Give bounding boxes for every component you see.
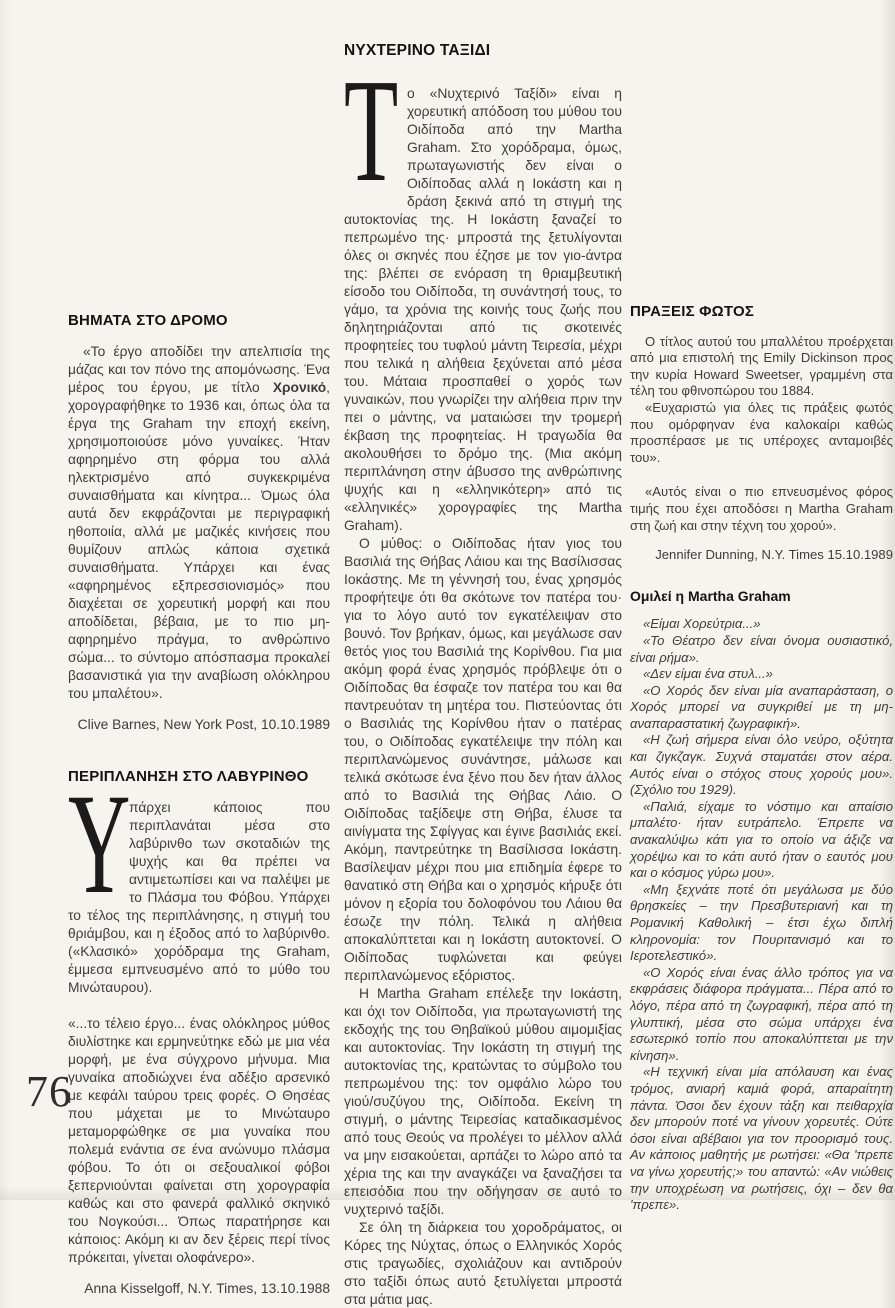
quote-item: «Είμαι Χορεύτρια...» [643,616,761,632]
paragraph-text: πάρχει κάποιος που περιπλανάται μέσα στο λαβύρινθο των σκοταδιών της ψυχής και θα πρέπει να αντιμετωπίσει και να παλέψει με το Πλάσμα του Φόβου. Υπάρχει το τέλος της περιπλάνησης, η στιγμή του θριάμβου, και η έξοδος από το λαβύρινθο. («Κλασικό» χορόδραμα της Graham, έμμεσα εμπνευσμένο από το μύθο του Μινώταυρου). [68,800,330,995]
paragraph-text: ο «Νυχτερινό Ταξίδι» είναι η χορευτική απόδοση του μύθου του Οιδίποδα από την Martha Graham. Στο χορόδραμα, όμως, πρωταγωνιστής δεν είναι ο Οιδίποδας αλλά η Ιοκάστη και η δράση ξεκινά από τη στιγμή της αυτοκτονίας της. Η Ιοκάστη ξαναζεί το πεπρωμένο της· μπροστά της ξετυλίγονται όλες οι σκηνές που έζησε με τον γιο-άντρα της: βλέπει σε ενόραση τη θριαμβευτική είσοδο του Οιδίποδα, τη συνάντησή τους, το γάμο, τα χρόνια της κοινής τους ζωής που δηλητηριάζονται από τις σκοτεινές προφητείες του τυφλού μάντη Τειρεσία, μέχρι που τελικά η αλήθεια ξεχύνεται από μέσα του. Μάταια προσπαθεί ο χορός των γυναικών, που γνωρίζει την αλήθεια πριν την πει ο μάντης, να ματαιώσει την τρομερή έκβαση της προφητείας. Η τραγωδία θα ακολουθήσει το δρόμο της. (Μια ακόμη περιπλάνηση στην άβυσσο της ανθρώπινης ψυχής και η «ελληνικότερη» από τις «ελληνικές» χορογραφίες της Martha Graham). [344,85,622,533]
quote-text-part: , χορογραφήθηκε το 1936 και, όπως όλα τα έργα της Graham την εποχή εκείνη, χρησιμοποιούσε μόνο γυναίκες. Ήταν αφηρημένο στη φόρμα του αλλά ηλεκτρισμένο από συγκεκριμένα συναισθήματα και κίνητρα... Όμως όλα αυτά δεν εκφράζονται με περιγραφική ηθοποιία, αλλά με μαζικές κινήσεις που θυμίζουν απλώς κάποια σχετικά συναισθήματα. Υπάρχει και ένας «αφηρημένος εξπρεσσιονισμός» που διαχέεται σε χορευτική μορφή και που αποδίδεται, βέβαια, με το πιο μη-αφηρημένο πράγμα, το ανθρώπινο σώμα... το σύντομο απόσπασμα προκαλεί βασανιστικά για την αναβίωση ολόκληρου του μπαλέτου». [68,380,330,701]
left-column [68,312,330,1298]
quote-item: «Δεν είμαι ένα στυλ...» [643,666,773,682]
dropcap-glyph: Τ [344,49,399,213]
article-title: ΝΥΧΤΕΡΙΝΟ ΤΑΞΙΔΙ [344,42,491,59]
dropcap-glyph: Υ [68,765,131,924]
paragraph-clive-barnes-quote [68,343,330,703]
attribution-anna-kisselgoff: Anna Kisselgoff, N.Y. Times, 13.10.1988 [84,1281,330,1296]
dropcap-letter-upsilon [68,765,131,924]
middle-column [344,42,622,1308]
subheading-graham-speaks: Ομιλεί η Martha Graham [630,587,791,604]
section-heading-praxeis-fotos: ΠΡΑΞΕΙΣ ΦΩΤΟΣ [630,303,755,320]
quote-item: «Η τεχνική είναι μία απόλαυση και ένας τρόμος, ανιαρή καμιά φορά, απαραίτητη πάντα. Όσοι δεν έχουν τάξη και πειθαρχία δεν μπορούν ποτέ να γίνουν χορευτές. Ούτε όσοι είναι αβέβαιοι για τον προορισμό τους. Αν κάποιος μαθητής με ρωτήσει: «Θα 'πρεπε να γίνω χορευτής;» του απαντώ: «Αν νιώθεις την υποχρέωση να ρωτήσεις, όχι – δεν θα 'πρεπε». [630,1064,893,1213]
quote-text-part: «Το έργο αποδίδει την απελπισία της μάζας και τον πόνο της απομόνωσης. Ένα μέρος του έργου, με τίτλο [68,344,330,395]
quote-item: «Ο Χορός δεν είναι μία αναπαράσταση, ο Χορός μπορεί να συγκριθεί με τη μη-αναπαραστατική ζωγραφική». [630,682,893,731]
paragraph-kisselgoff-quote: «...το τέλειο έργο... ένας ολόκληρος μύθος διυλίστηκε και ερμηνεύτηκε εδώ με μια νέα μορφή, με ένα σύγχρονο μήνυμα. Μια γυναίκα αποδιώχνει ένα αδέξιο αρσενικό με κεφάλι ταύρου τρεις φορές. Ο Θησέας που μάχεται με το Μινώταυρο μεταμορφώθηκε σε μια γυναίκα που πολεμά ενάντια σε ένα ανώνυμο πλάσμα φόβου. Το ότι οι σεξουαλικοί φόβοι ξεπερνιούνται φαίνεται στη χορογραφία καθώς και στο φανερά φαλλικό σκηνικό του Νογκούσι... Όπως παρατήρησε και κάποιος: Ακόμη κι αν δεν ξέρεις περί τίνος πρόκειται, γίνεται ολοφάνερο». [68,1016,330,1265]
right-column [630,304,893,1214]
paragraph-graham-choice: Η Martha Graham επέλεξε την Ιοκάστη, και όχι τον Οιδίποδα, για πρωταγωνιστή της εκδοχής της του Θηβαϊκού μύθου αιμομιξίας και αυτοκτονίας. Την Ιοκάστη τη στιγμή της αυτοκτονίας της, κρατώντας το σύμβολο του πεπρωμένου της: τον ομφάλιο λώρο του γιού/συζύγου της, Οιδίποδα. Εκείνη τη στιγμή, ο μάντης Τειρεσίας καταδικασμένος από τους Θεούς να προλέγει το μέλλον αλλά να μην εισακούεται, αρπάζει το λώρο από τα χέρια της και την αναγκάζει να ξαναζήσει τα επεισόδια που την οδήγησαν σε αυτό το νυχτερινό ταξίδι. [344,985,622,1217]
section-heading-vimata-sto-dromo: ΒΗΜΑΤΑ ΣΤΟ ΔΡΟΜΟ [68,312,228,329]
paragraph-title-origin: Ο τίτλος αυτού του μπαλλέτου προέρχεται από μια επιστολή της Emily Dickinson προς την κυρία Howard Sweetser, γραμμένη στα τέλη του φθινοπώρου του 1884. [630,333,893,399]
paragraph-myth: Ο μύθος: ο Οιδίποδας ήταν γιος του Βασιλιά της Θήβας Λάιου και της Βασίλισσας Ιοκάστης. Με τη γέννησή του, ένας χρησμός προφήτεψε ότι θα σκότωνε τον πατέρα του· για το λόγο αυτό τον εγκατέλειψαν στο βουνό. Τον βρήκαν, όμως, και μεγάλωσε σαν θετός γιος του Βασιλιά της Κορίνθου. Για μια ακόμη φορά ένας χρησμός πρόβλεψε ότι ο Οιδίποδας θα έσφαζε τον πατέρα του και θα παντρευόταν τη μητέρα του. Πιστεύοντας ότι ο Βασιλιάς της Κορίνθου ήταν ο πατέρας του, ο Οιδίποδας εγκατέλειψε την πόλη και περιπλανώμενος συνάντησε, μάλωσε και τελικά σκότωσε ένα ξένο που δεν ήταν άλλος από το Βασιλιά της Θήβας Λάιο. Ο Οιδίποδας ταξίδεψε στη Θήβα, έλυσε τα αινίγματα της Σφίγγας και έγινε βασιλιάς εκεί. Ακόμη, παντρεύτηκε τη Βασίλισσα Ιοκάστη. Βασίλεψαν μέχρι που μια επιδημία έφερε το θανατικό στη Θήβα και ο χρησμός κήρυξε ότι μόνον η εξορία του δολοφόνου του Λάιου θα έσωζε την πόλη. Τελικά η αλήθεια αποκαλύπτεται και η Ιοκάστη αυτοκτονεί. Ο Οιδίποδας τυφλώνεται και φεύγει περιπλανώμενος εξόριστος. [344,535,622,983]
attribution-clive-barnes: Clive Barnes, New York Post, 10.10.1989 [77,717,330,732]
quote-item: «Το Θέατρο δεν είναι όνομα ουσιαστικό, είναι ρήμα». [630,632,893,665]
quote-item: «Η ζωή σήμερα είναι όλο νεύρο, οξύτητα και ζιγκζαγκ. Συχνά σταματάει στον αέρα. Αυτός είναι ο στόχος στους χορούς μου». (Σχόλιο του 1929). [630,732,893,798]
quote-item: «Ο Χορός είναι ένας άλλο τρόπος για να εκφράσεις διάφορα πράγματα... Πέρα από το λόγο, πέρα από τη ζωγραφική, πέρα από τη γλυπτική, μέσα στο σώμα υπάρχει ένα εσωτερικό τοπίο που αποκαλύπτεται με την κίνηση». [630,964,893,1063]
paragraph-chorus: Σε όλη τη διάρκεια του χοροδράματος, οι Κόρες της Νύχτας, όπως ο Ελληνικός Χορός στις τραγωδίες, σχολιάζουν και αντιδρούν στο ταξίδι όπως αυτό ξετυλίγεται μπροστά στα μάτια μας. [344,1219,622,1307]
quote-item: «Μη ξεχνάτε ποτέ ότι μεγάλωσα με δύο θρησκείες – την Πρεσβυτεριανή και τη Ρομανική Καθολική – έτσι έχω διπλή κληρονομία: τον Πουριτανισμό και το Ιεροτελεστικό». [630,881,893,964]
dropcap-letter-tau [344,49,399,213]
section-heading-periplanisi-sto-lavyrintho: ΠΕΡΙΠΛΑΝΗΣΗ ΣΤΟ ΛΑΒΥΡΙΝΘΟ [68,768,309,785]
bold-work-title: Χρονικό [272,380,327,395]
quote-item: «Παλιά, είχαμε το νόστιμο και απαίσιο μπαλέτο· ήταν ευτράπελο. Έπρεπε να ανακαλύψω κάτι για το οποίο να άξιζε να χορέψω και το κάτι αυτό ήταν ο εαυτός μου και ο κόσμος γύρω μου». [630,798,893,881]
attribution-jennifer-dunning: Jennifer Dunning, N.Y. Times 15.10.1989 [655,547,893,563]
paragraph-dunning-quote: «Αυτός είναι ο πιο επνευσμένος φόρος τιμής που έχει αποδόσει η Martha Graham στη ζωή και στην τέχνη του χορού». [630,484,893,533]
graham-quotes-list [630,616,893,1213]
paragraph-dickinson-quote: «Ευχαριστώ για όλες τις πράξεις φωτός που ομόρφηναν ένα καλοκαίρι καθώς προσπέρασε με τις υπέροχες ανταμοιβές του». [630,399,893,465]
page-number: 76 [26,1067,72,1116]
